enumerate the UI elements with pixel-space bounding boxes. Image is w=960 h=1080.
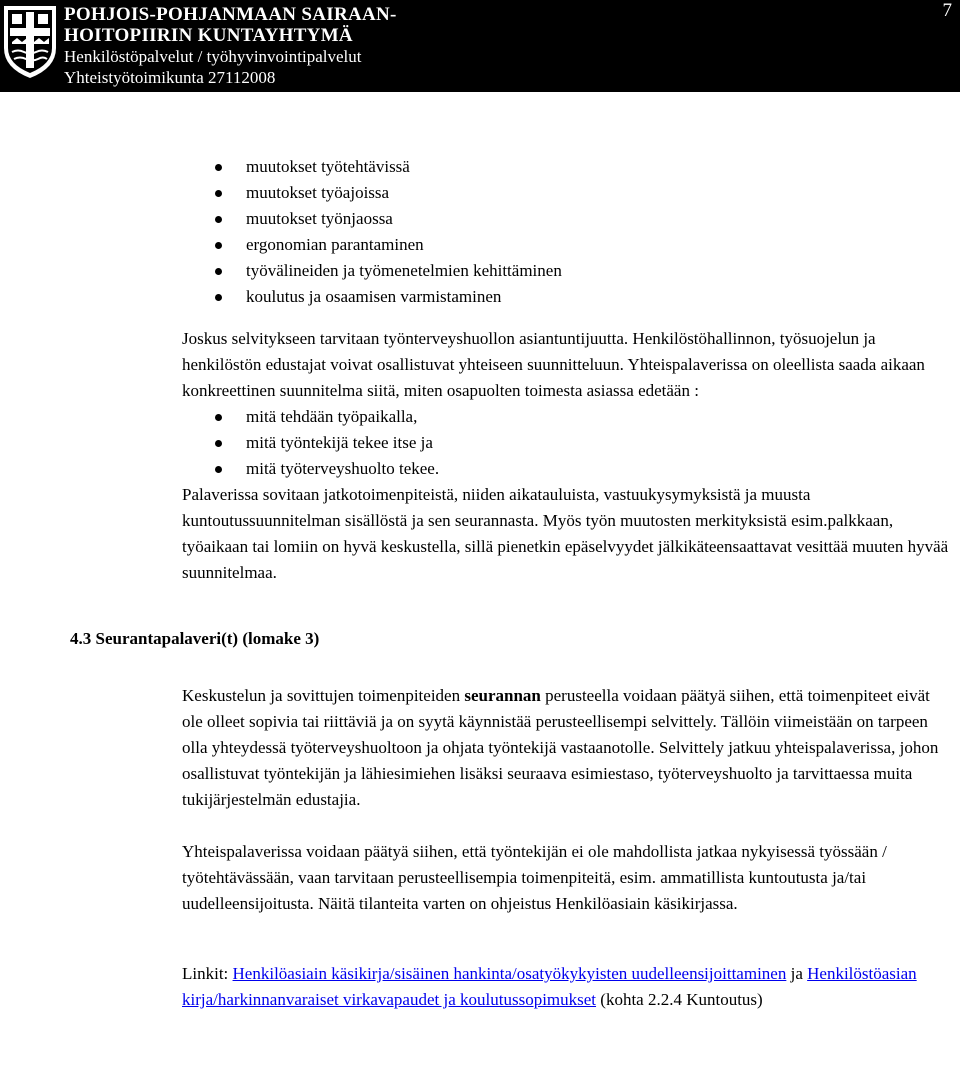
list-item: ergonomian parantaminen xyxy=(182,232,954,258)
org-name-line1: POHJOIS-POHJANMAAN SAIRAAN- xyxy=(64,4,397,25)
committee-name: Yhteistyötoimikunta 27112008 xyxy=(64,68,276,87)
list-item: koulutus ja osaamisen varmistaminen xyxy=(182,284,954,310)
list-item: mitä työterveyshuolto tekee. xyxy=(182,456,954,482)
list-item: työvälineiden ja työmenetelmien kehittäminen xyxy=(182,258,954,284)
paragraph-followup: Keskustelun ja sovittujen toimenpiteiden seurannan perusteella voidaan päätyä siihen, että toimenpiteet eivät ole olleet sopivia tai riittäviä ja on syytä käynnistää perusteellisempi selvittely. Tällöin viimeistään on tarpeen olla yhteydessä työterveyshuoltoon ja ohjata työntekijä vastaanotolle. Selvittely jatkuu yhteispalaverissa, johon osallistuvat työntekijän ja lähiesimiehen lisäksi seuraava esimiestaso, työterveyshuolto ja tarvittaessa muita tukijärjestelmän edustajia. xyxy=(182,686,939,809)
list-item: muutokset työtehtävissä xyxy=(182,154,954,180)
action-list xyxy=(182,404,954,482)
document-body xyxy=(70,154,954,1013)
links-paragraph: Linkit: Henkilöasiain käsikirja/sisäinen hankinta/osatyökykyisten uudelleensijoittaminen ja Henkilöstöasian kirja/harkinnanvaraiset virkavapaudet ja koulutussopimukset (kohta 2.2.4 Kuntoutus) xyxy=(182,964,917,1009)
org-name-line2: HOITOPIIRIN KUNTAYHTYMÄ xyxy=(64,25,353,46)
list-item: mitä työntekijä tekee itse ja xyxy=(182,430,954,456)
paragraph-joint-meeting: Yhteispalaverissa voidaan päätyä siihen, että työntekijän ei ole mahdollista jatkaa nykyisessä työssään / työtehtävässään, vaan tarvitaan perusteellisempia toimenpiteitä, esim. ammatillista kuntoutusta ja/tai uudelleensijoitusta. Näitä tilanteita varten on ohjeistus Henkilöasiain käsikirjassa. xyxy=(182,842,887,913)
crest-icon xyxy=(0,2,60,80)
section-heading: 4.3 Seurantapalaveri(t) (lomake 3) xyxy=(70,629,320,648)
list-item: muutokset työajoissa xyxy=(182,180,954,206)
page-number: 7 xyxy=(942,0,952,21)
list-item: mitä tehdään työpaikalla, xyxy=(182,404,954,430)
department-name: Henkilöstöpalvelut / työhyvinvointipalvelut xyxy=(64,47,362,66)
paragraph-planning: Joskus selvitykseen tarvitaan työnterveyshuollon asiantuntijuutta. Henkilöstöhallinnon, työsuojelun ja henkilöstön edustajat voivat osallistuvat yhteiseen suunnitteluun. Yhteispalaverissa on oleellista saada aikaan konkreettinen suunnitelma siitä, miten osapuolten toimesta asiassa edetään : xyxy=(182,329,925,400)
paragraph-meeting: Palaverissa sovitaan jatkotoimenpiteistä, niiden aikatauluista, vastuukysymyksistä ja muusta kuntoutussuunnitelman sisällöstä ja sen seurannasta. Myös työn muutosten merkityksistä esim.palkkaan, työaikaan tai lomiin on hyvä keskustella, sillä pienetkin epäselvyydet jälkikäteensaattavat vesittää muuten hyvää suunnitelmaa. xyxy=(182,485,949,582)
link-leave-agreements[interactable]: Henkilöstöasian kirja/harkinnanvaraiset virkavapaudet ja koulutussopimukset xyxy=(182,964,917,1009)
page-header xyxy=(0,0,960,92)
list-item: muutokset työnjaossa xyxy=(182,206,954,232)
organization-block xyxy=(64,4,397,88)
link-relocation-handbook[interactable]: Henkilöasiain käsikirja/sisäinen hankinta/osatyökykyisten uudelleensijoittaminen xyxy=(232,964,787,983)
change-list xyxy=(182,154,954,310)
emphasis-text: seurannan xyxy=(464,686,541,705)
